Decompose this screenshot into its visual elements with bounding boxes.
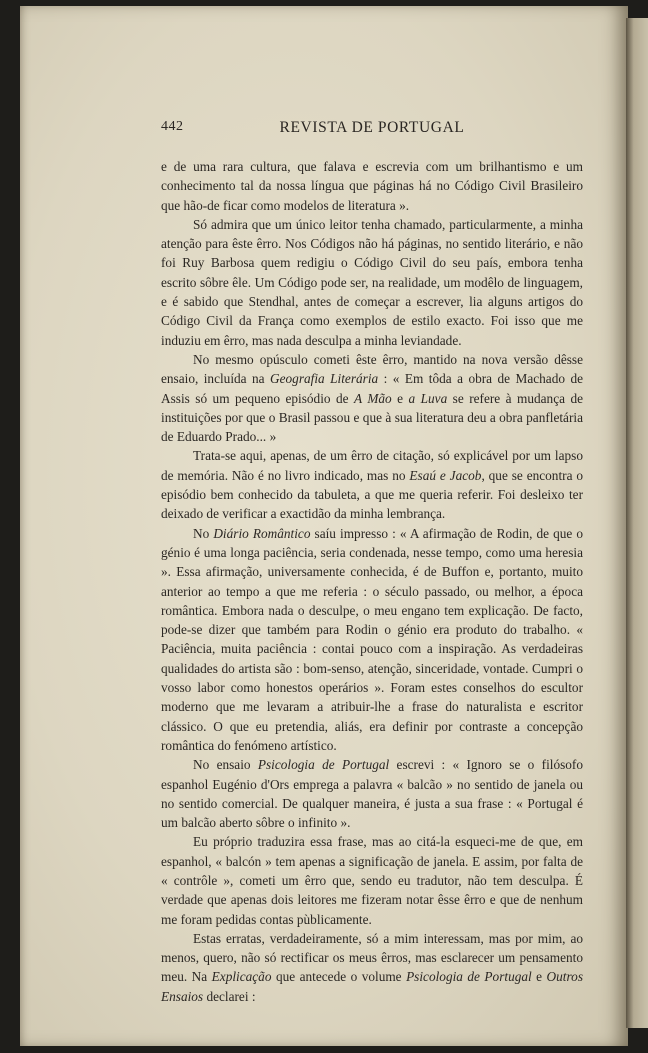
next-page-edge [626,18,648,1028]
text-segment: Eu próprio traduzira essa frase, mas ao citá-la esqueci-me de que, em espanhol, « balcón » tem apenas a significação de janela. E assim, por falta de « contrôle », cometi um êrro que, sendo eu tradutor, não tem desculpa. É verdade que apenas dois leitores me fizeram notar êsse êrro e que de nenhum me foram pedidas contas pùblicamente. [161,834,583,927]
text-segment: No ensaio [193,757,258,773]
paragraph [161,832,583,928]
text-segment: e [531,969,547,985]
page-number: 442 [161,119,184,134]
paragraph [161,755,583,832]
italic-text: Geografia Literária [270,371,379,387]
text-segment: e de uma rara cultura, que falava e escrevia com um brilhantismo e um conhecimento tal da nossa língua que páginas há no Código Civil Brasileiro que hão-de ficar como modelos de literatura ». [161,159,583,213]
text-segment: Estas erratas, verdadeiramente, só a mim interessam, mas por mim, ao menos, quero, não só rectificar os meus êrros, mas esclarecer um pensamento meu. Na [161,930,583,985]
italic-text: Esaú e Jacob [409,467,482,483]
paragraph [161,524,583,756]
italic-text: Psicologia de Portugal [257,757,390,773]
text-segment: , que se encontra o episódio bem conhecido da tabuleta, a que me queria referir. Foi desleixo ter deixado de verificar a exactidão da minha lembrança. [161,467,584,522]
text-segment: que antecede o volume [271,969,407,985]
paragraph [161,350,583,446]
text-segment: Trata-se aqui, apenas, de um êrro de citação, só explicável por um lapso de memória. Não é no livro indicado, mas no [161,448,583,483]
italic-text: Psicologia de Portugal [406,969,532,985]
text-segment: : « Em tôda a obra de Machado de Assis só um pequeno episódio de [161,371,583,406]
body-text [161,157,583,1006]
italic-text: Outros Ensaios [161,969,583,1004]
text-segment: escrevi : « Ignoro se o filósofo espanhol Eugénio d'Ors emprega a palavra « balcão » no sentido de janela ou no sentido comercial. De qualquer maneira, é justa a sua frase : « Portugal é um balcão aberto sôbre o infinito ». [161,757,584,831]
italic-text: Explicação [211,969,272,985]
text-segment: No mesmo opúsculo cometi êste êrro, mantido na nova versão dêsse ensaio, incluída na [161,351,583,387]
text-segment: declarei : [203,988,256,1004]
text-segment: Só admira que um único leitor tenha chamado, particularmente, a minha atenção para êste êrro. Nos Códigos não há páginas, no sentido literário, e não foi Ruy Barbosa quem redigiu o Código Civil do seu país, embora tenha escrito sôbre êle. Um Código pode ser, na realidade, um modêlo de linguagem, e é sabido que Stendhal, antes de começar a escrever, lia alguns artigos do Código Civil da França como exemplos de estilo exacto. Foi isso que me induziu em êrro, mas nada desculpa a minha leviandade. [161,216,583,348]
text-segment: saíu impresso : « A afirmação de Rodin, de que o génio é uma longa paciência, seria condenada, nesse tempo, como uma heresia ». Essa afirmação, universamente conhecida, é de Buffon e, portanto, muito anterior ao tempo a que me referia : o século passado, ou melhor, a época romântica. Embora nada o desculpe, o meu engano tem explicação. De facto, pode-se dizer que também para Rodin o génio era produto do trabalho. « Paciência, muita paciência : contai pouco com a inspiração. As verdadeiras qualidades do artista são : bom-senso, atenção, sinceridade, vontade. Cumpri o vosso labor como honestos operários ». Foram estes conselhos do escultor moderno que me levaram a atribuir-lhe a frase do naturalista e escritor clássico. O que eu pretendia, aliás, era definir por contraste a concepção romântica do fenómeno artístico. [161,525,584,753]
italic-text: a Luva [408,390,448,406]
italic-text: A Mão [354,390,392,406]
paragraph [161,929,583,1006]
paragraph [161,215,583,350]
text-segment: e [391,390,409,406]
paragraph [161,446,583,523]
italic-text: Diário Romântico [213,525,311,541]
text-segment: se refere à mudança de instituições por que o Brasil passou e que à sua literatura deu a obra panfletária de Eduardo Prado... » [161,390,583,445]
paragraph [161,157,583,215]
text-segment: No [193,525,214,541]
running-title: REVISTA DE PORTUGAL [279,119,465,136]
